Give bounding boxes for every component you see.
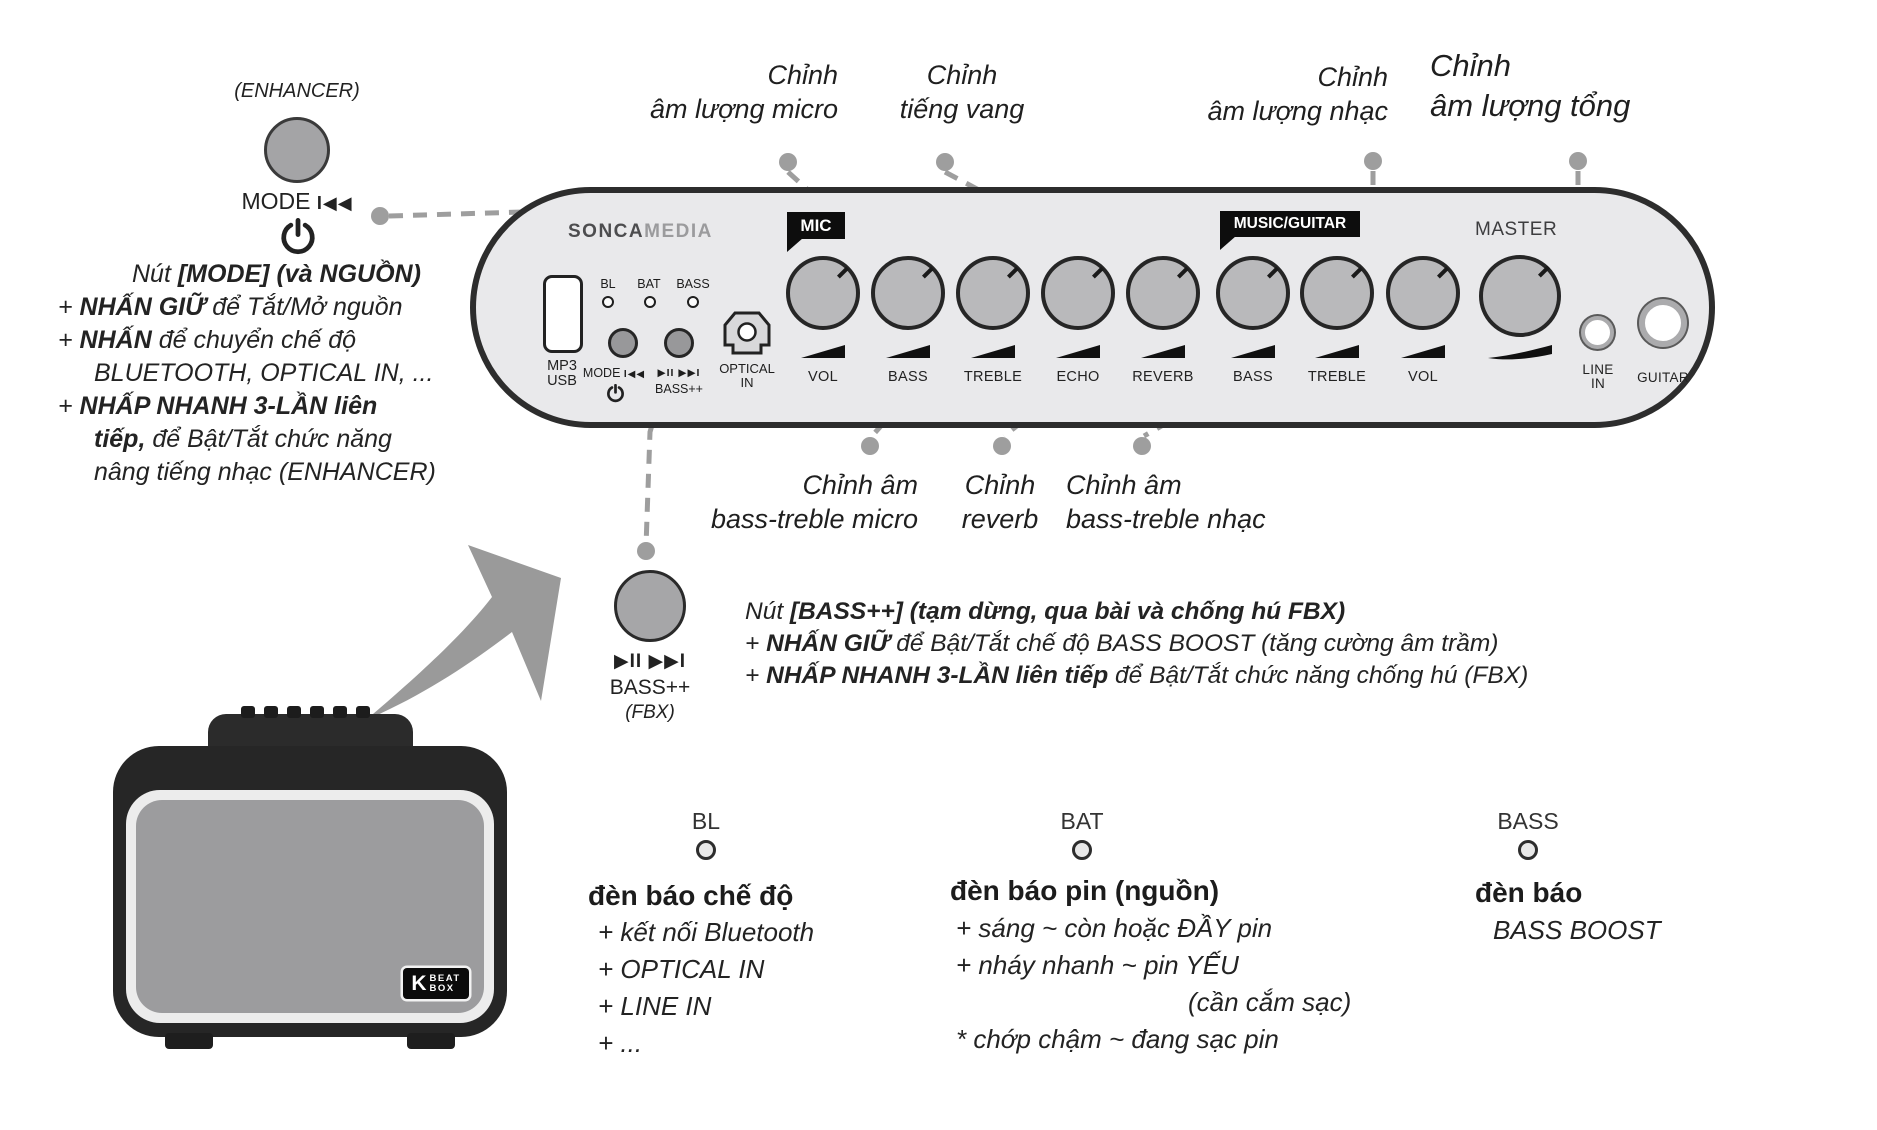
legend-bl-title: đèn báo chế độ: [588, 880, 794, 911]
bat-led-label: BAT: [637, 277, 661, 291]
mic-vol-knob[interactable]: [786, 256, 860, 330]
level-ramp-icon: [971, 345, 1015, 358]
level-ramp-icon: [1315, 345, 1359, 358]
legend-bat-led: [1072, 840, 1092, 860]
music-bass-label: BASS: [1233, 369, 1273, 385]
echo-knob[interactable]: [1041, 256, 1115, 330]
legend-bass-item: BASS BOOST: [1493, 915, 1661, 945]
panel-mode-label: MODE: [582, 366, 621, 380]
mode-note: [58, 258, 528, 489]
annotation-music-volume: Chỉnh âm lượng nhạc: [1207, 62, 1388, 126]
big-arrow: [366, 545, 561, 720]
usb-port[interactable]: [543, 275, 583, 353]
annotation-echo: Chỉnh tiếng vang: [899, 60, 1025, 124]
bass-note-line: + NHẤN GIỮ để Bật/Tắt chế độ BASS BOOST (tăng cường âm trầm): [745, 630, 1499, 657]
legend-bat-title: đèn báo pin (nguồn): [950, 875, 1220, 906]
level-ramp-icon: [1141, 345, 1185, 358]
play-pause-next-icon: ▶II ▶▶I: [614, 651, 686, 672]
annotation-reverb: Chỉnh reverb: [961, 470, 1039, 534]
line-in-label: LINE IN: [1582, 362, 1614, 391]
bl-led: [602, 296, 614, 308]
bass-note: [745, 596, 1528, 692]
bass-fbx-label: BASS++: [609, 676, 691, 699]
speaker-illustration: [113, 700, 507, 1055]
master-knob[interactable]: [1479, 255, 1561, 337]
mode-note-line: + NHẤN GIỮ để Tắt/Mở nguồn: [58, 293, 403, 321]
mic-bass-label: BASS: [888, 369, 928, 385]
mic-section-tag: MIC: [787, 212, 845, 239]
music-guitar-section-tag: MUSIC/GUITAR: [1220, 211, 1360, 237]
level-ramp-icon: [1231, 345, 1275, 358]
annotation-master-volume: Chỉnh âm lượng tổng: [1430, 48, 1631, 123]
annotation-mic-volume: Chỉnh âm lượng micro: [650, 60, 838, 124]
legend-bass-header: BASS: [1497, 808, 1559, 834]
mode-power-button[interactable]: [264, 117, 330, 183]
bass-fbx-button[interactable]: [614, 570, 686, 642]
mode-note-line: + NHẤN để chuyển chế độ: [58, 326, 357, 354]
kbeatbox-logo: K BEAT BOX: [403, 968, 469, 999]
power-icon: [606, 384, 625, 403]
bass-note-line: Nút [BASS++] (tạm dừng, qua bài và chống hú FBX): [745, 598, 1346, 625]
handle-ridges: [241, 706, 391, 718]
bass-fbx-caption: (FBX): [625, 702, 675, 723]
bass-note-line: + NHẤP NHANH 3-LẦN liên tiếp để Bật/Tắt chức năng chống hú (FBX): [745, 662, 1529, 689]
master-label: MASTER: [1475, 219, 1558, 240]
legend-bass-title: đèn báo: [1475, 877, 1583, 908]
mic-treble-label: TREBLE: [963, 369, 1023, 385]
level-ramp-icon: [886, 345, 930, 358]
music-treble-label: TREBLE: [1307, 369, 1367, 385]
mode-note-line: tiếp, để Bật/Tắt chức năng: [94, 425, 392, 453]
level-ramp-icon: [801, 345, 845, 358]
power-icon: [279, 218, 317, 256]
previous-track-icon: I◀◀: [623, 369, 646, 380]
legend-bass-led: [1518, 840, 1538, 860]
music-vol-label: VOL: [1408, 369, 1438, 385]
legend-bat-items: + sáng ~ còn hoặc ĐẦY pin + nháy nhanh ~ pin YẾU (cần cắm sạc) * chớp chậm ~ đang sạc pin: [956, 913, 1352, 1054]
optical-port[interactable]: [722, 310, 772, 356]
reverb-label: REVERB: [1132, 369, 1194, 385]
mic-treble-knob[interactable]: [956, 256, 1030, 330]
master-swoosh-icon: [1486, 344, 1554, 362]
music-bass-knob[interactable]: [1216, 256, 1290, 330]
previous-track-icon: I◀◀: [316, 193, 353, 213]
mic-bass-knob[interactable]: [871, 256, 945, 330]
level-ramp-icon: [1401, 345, 1445, 358]
mic-vol-label: VOL: [808, 369, 838, 385]
mode-label: MODE: [241, 188, 311, 214]
speaker-foot: [407, 1033, 455, 1049]
annotation-music-bass-treble: Chỉnh âm bass-treble nhạc: [1066, 470, 1266, 534]
speaker-foot: [165, 1033, 213, 1049]
music-vol-knob[interactable]: [1386, 256, 1460, 330]
brand-logo: SONCAMEDIA: [568, 221, 713, 242]
usb-port-label: MP3 USB: [547, 358, 577, 389]
bass-led: [687, 296, 699, 308]
music-treble-knob[interactable]: [1300, 256, 1374, 330]
mode-note-line: + NHẤP NHANH 3-LẦN liên: [58, 392, 378, 420]
optical-port-label: OPTICAL IN: [719, 361, 775, 390]
echo-label: ECHO: [1056, 369, 1100, 385]
panel-mode-button[interactable]: [608, 328, 638, 358]
guitar-label: GUITAR: [1637, 370, 1689, 385]
legend-bl-led: [696, 840, 716, 860]
bat-led: [644, 296, 656, 308]
legend-bl-items: + kết nối Bluetooth + OPTICAL IN + LINE IN + ...: [598, 917, 815, 1058]
annotation-mic-bass-treble: Chỉnh âm bass-treble micro: [710, 470, 918, 534]
enhancer-caption: (ENHANCER): [234, 80, 360, 102]
reverb-knob[interactable]: [1126, 256, 1200, 330]
play-pause-next-icon: ▶II ▶▶I: [657, 367, 701, 379]
bl-led-label: BL: [600, 277, 616, 291]
line-in-jack[interactable]: [1581, 316, 1614, 349]
mode-note-line: Nút [MODE] (và NGUỒN): [132, 260, 421, 288]
guitar-jack[interactable]: [1639, 299, 1687, 347]
panel-bass-button[interactable]: [664, 328, 694, 358]
bass-led-label: BASS: [676, 277, 710, 291]
mode-note-line: nâng tiếng nhạc (ENHANCER): [94, 458, 436, 486]
legend-bat-header: BAT: [1060, 808, 1104, 834]
legend-bl-header: BL: [691, 808, 721, 834]
panel-bass-label: BASS++: [655, 382, 703, 396]
level-ramp-icon: [1056, 345, 1100, 358]
mode-note-line: BLUETOOTH, OPTICAL IN, ...: [94, 359, 434, 387]
